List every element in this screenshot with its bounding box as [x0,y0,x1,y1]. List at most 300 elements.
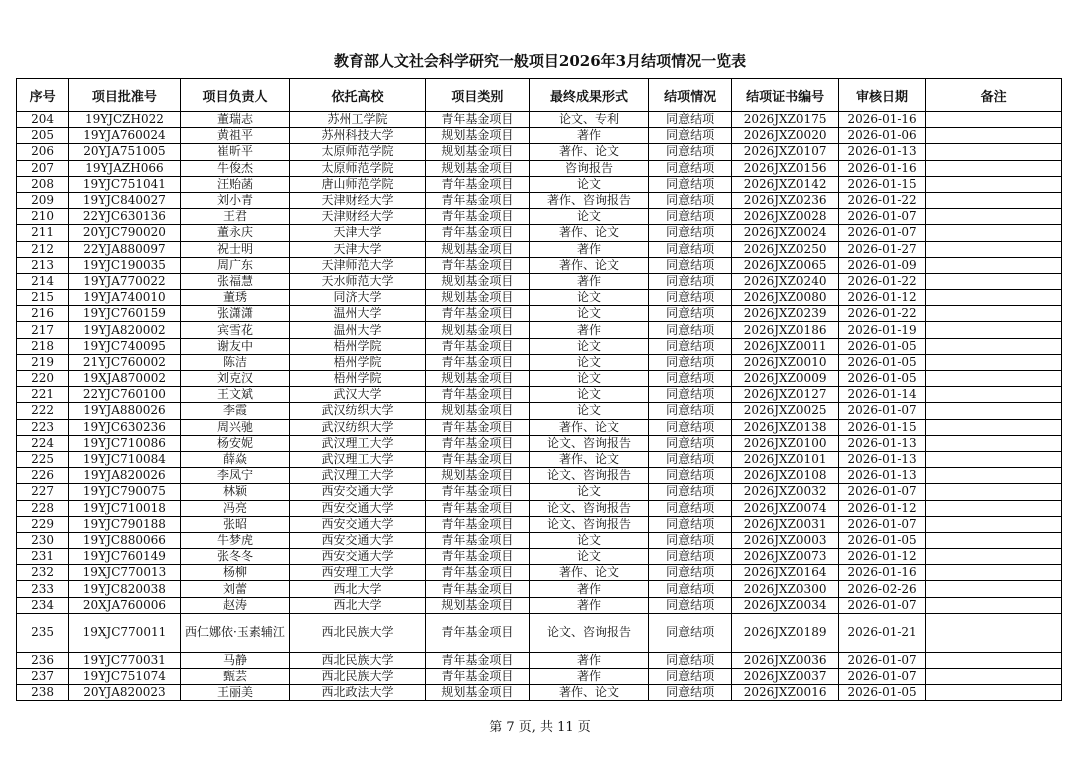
cell-status: 同意结项 [648,387,731,403]
cell-remarks [926,387,1062,403]
table-row [17,500,1062,516]
cell-output-form: 著作、论文 [530,419,649,435]
cell-approval-no: 19YJA740010 [69,290,181,306]
cell-university: 武汉理工大学 [290,468,426,484]
cell-review-date: 2026-01-06 [838,128,926,144]
header-col-university: 依托高校 [290,79,426,112]
cell-university: 西安理工大学 [290,565,426,581]
cell-leader: 周兴驰 [180,419,290,435]
header-col-index: 序号 [17,79,69,112]
table-header-row [17,79,1062,112]
cell-category: 青年基金项目 [425,112,529,128]
cell-status: 同意结项 [648,652,731,668]
cell-leader: 张冬冬 [180,549,290,565]
cell-index: 225 [17,451,69,467]
cell-approval-no: 19YJA820002 [69,322,181,338]
cell-index: 207 [17,160,69,176]
table-row [17,192,1062,208]
cell-certificate-no: 2026JXZ0034 [732,597,838,613]
cell-approval-no: 19YJC710018 [69,500,181,516]
cell-status: 同意结项 [648,273,731,289]
cell-status: 同意结项 [648,597,731,613]
cell-status: 同意结项 [648,613,731,652]
cell-output-form: 论文 [530,403,649,419]
cell-university: 西安交通大学 [290,500,426,516]
cell-category: 青年基金项目 [425,581,529,597]
cell-status: 同意结项 [648,403,731,419]
cell-university: 温州大学 [290,306,426,322]
cell-review-date: 2026-01-15 [838,176,926,192]
cell-category: 规划基金项目 [425,160,529,176]
cell-status: 同意结项 [648,549,731,565]
cell-output-form: 著作、论文 [530,565,649,581]
cell-index: 224 [17,435,69,451]
cell-leader: 陈洁 [180,354,290,370]
cell-university: 天水师范大学 [290,273,426,289]
cell-approval-no: 19YJC790188 [69,516,181,532]
cell-category: 规划基金项目 [425,597,529,613]
cell-certificate-no: 2026JXZ0073 [732,549,838,565]
cell-university: 梧州学院 [290,338,426,354]
header-col-output-form: 最终成果形式 [530,79,649,112]
cell-output-form: 论文 [530,371,649,387]
cell-approval-no: 19YJC840027 [69,192,181,208]
cell-status: 同意结项 [648,581,731,597]
cell-output-form: 论文 [530,290,649,306]
cell-status: 同意结项 [648,144,731,160]
cell-remarks [926,435,1062,451]
cell-category: 青年基金项目 [425,354,529,370]
cell-university: 温州大学 [290,322,426,338]
cell-remarks [926,516,1062,532]
cell-remarks [926,176,1062,192]
cell-university: 西安交通大学 [290,549,426,565]
cell-leader: 林颖 [180,484,290,500]
cell-leader: 祝士明 [180,241,290,257]
cell-approval-no: 19YJC760149 [69,549,181,565]
cell-approval-no: 19XJA870002 [69,371,181,387]
cell-output-form: 著作 [530,128,649,144]
cell-leader: 崔昕平 [180,144,290,160]
table-row [17,257,1062,273]
cell-leader: 薛焱 [180,451,290,467]
cell-certificate-no: 2026JXZ0107 [732,144,838,160]
cell-certificate-no: 2026JXZ0003 [732,532,838,548]
cell-review-date: 2026-01-07 [838,225,926,241]
cell-remarks [926,685,1062,701]
cell-output-form: 著作、论文 [530,685,649,701]
cell-approval-no: 20YJA751005 [69,144,181,160]
cell-category: 青年基金项目 [425,419,529,435]
cell-review-date: 2026-01-13 [838,144,926,160]
cell-remarks [926,403,1062,419]
cell-certificate-no: 2026JXZ0175 [732,112,838,128]
cell-approval-no: 19YJC820038 [69,581,181,597]
cell-review-date: 2026-01-19 [838,322,926,338]
cell-remarks [926,290,1062,306]
cell-index: 220 [17,371,69,387]
table-row [17,532,1062,548]
cell-review-date: 2026-01-07 [838,403,926,419]
cell-certificate-no: 2026JXZ0037 [732,669,838,685]
cell-university: 同济大学 [290,290,426,306]
cell-review-date: 2026-01-05 [838,371,926,387]
cell-index: 234 [17,597,69,613]
cell-index: 223 [17,419,69,435]
cell-category: 规划基金项目 [425,128,529,144]
cell-output-form: 著作、论文 [530,451,649,467]
cell-status: 同意结项 [648,192,731,208]
cell-category: 青年基金项目 [425,435,529,451]
cell-university: 太原师范学院 [290,160,426,176]
cell-leader: 甄芸 [180,669,290,685]
cell-index: 232 [17,565,69,581]
cell-status: 同意结项 [648,419,731,435]
cell-index: 229 [17,516,69,532]
cell-review-date: 2026-01-07 [838,484,926,500]
cell-review-date: 2026-01-16 [838,112,926,128]
cell-leader: 刘蕾 [180,581,290,597]
cell-output-form: 论文 [530,549,649,565]
table-row [17,435,1062,451]
cell-category: 规划基金项目 [425,144,529,160]
cell-certificate-no: 2026JXZ0108 [732,468,838,484]
cell-remarks [926,128,1062,144]
cell-status: 同意结项 [648,371,731,387]
cell-leader: 李凤宁 [180,468,290,484]
cell-certificate-no: 2026JXZ0031 [732,516,838,532]
cell-remarks [926,468,1062,484]
cell-remarks [926,484,1062,500]
cell-review-date: 2026-01-16 [838,160,926,176]
cell-leader: 冯亮 [180,500,290,516]
cell-output-form: 咨询报告 [530,160,649,176]
cell-review-date: 2026-01-07 [838,669,926,685]
cell-leader: 汪贻菡 [180,176,290,192]
cell-university: 西北大学 [290,581,426,597]
cell-university: 西北民族大学 [290,652,426,668]
cell-remarks [926,209,1062,225]
cell-category: 青年基金项目 [425,613,529,652]
table-row [17,652,1062,668]
cell-output-form: 论文 [530,338,649,354]
cell-review-date: 2026-01-21 [838,613,926,652]
cell-category: 规划基金项目 [425,371,529,387]
cell-index: 204 [17,112,69,128]
cell-leader: 杨安妮 [180,435,290,451]
cell-review-date: 2026-02-26 [838,581,926,597]
cell-index: 218 [17,338,69,354]
table-row [17,565,1062,581]
cell-status: 同意结项 [648,354,731,370]
cell-output-form: 论文、咨询报告 [530,500,649,516]
cell-remarks [926,565,1062,581]
cell-review-date: 2026-01-22 [838,306,926,322]
cell-index: 210 [17,209,69,225]
cell-index: 212 [17,241,69,257]
cell-approval-no: 19YJCZH022 [69,112,181,128]
cell-remarks [926,549,1062,565]
cell-category: 青年基金项目 [425,257,529,273]
cell-index: 226 [17,468,69,484]
table-row [17,144,1062,160]
cell-leader: 刘克汉 [180,371,290,387]
cell-category: 青年基金项目 [425,306,529,322]
cell-approval-no: 22YJA880097 [69,241,181,257]
cell-remarks [926,371,1062,387]
cell-review-date: 2026-01-07 [838,516,926,532]
cell-output-form: 论文 [530,484,649,500]
cell-status: 同意结项 [648,669,731,685]
cell-review-date: 2026-01-12 [838,290,926,306]
cell-status: 同意结项 [648,160,731,176]
cell-leader: 马静 [180,652,290,668]
table-row [17,290,1062,306]
table-row [17,322,1062,338]
cell-output-form: 论文 [530,354,649,370]
cell-university: 天津大学 [290,225,426,241]
cell-approval-no: 19YJC190035 [69,257,181,273]
table-row [17,516,1062,532]
cell-index: 230 [17,532,69,548]
cell-index: 213 [17,257,69,273]
cell-output-form: 论文、咨询报告 [530,613,649,652]
cell-certificate-no: 2026JXZ0020 [732,128,838,144]
cell-review-date: 2026-01-05 [838,532,926,548]
cell-output-form: 著作 [530,322,649,338]
cell-review-date: 2026-01-13 [838,468,926,484]
cell-leader: 王丽美 [180,685,290,701]
cell-remarks [926,225,1062,241]
cell-university: 武汉理工大学 [290,451,426,467]
cell-status: 同意结项 [648,290,731,306]
cell-university: 西安交通大学 [290,532,426,548]
cell-review-date: 2026-01-27 [838,241,926,257]
cell-output-form: 著作 [530,273,649,289]
cell-university: 天津师范大学 [290,257,426,273]
cell-status: 同意结项 [648,516,731,532]
cell-index: 206 [17,144,69,160]
cell-certificate-no: 2026JXZ0011 [732,338,838,354]
table-row [17,613,1062,652]
cell-index: 205 [17,128,69,144]
cell-approval-no: 20YJC790020 [69,225,181,241]
cell-status: 同意结项 [648,338,731,354]
cell-remarks [926,112,1062,128]
cell-university: 西安交通大学 [290,484,426,500]
cell-leader: 谢友中 [180,338,290,354]
cell-review-date: 2026-01-07 [838,597,926,613]
cell-university: 武汉大学 [290,387,426,403]
header-col-leader: 项目负责人 [180,79,290,112]
cell-status: 同意结项 [648,532,731,548]
cell-index: 208 [17,176,69,192]
cell-category: 规划基金项目 [425,468,529,484]
cell-certificate-no: 2026JXZ0080 [732,290,838,306]
cell-approval-no: 19YJC760159 [69,306,181,322]
cell-status: 同意结项 [648,685,731,701]
cell-category: 规划基金项目 [425,403,529,419]
cell-certificate-no: 2026JXZ0101 [732,451,838,467]
cell-status: 同意结项 [648,484,731,500]
cell-approval-no: 19YJAZH066 [69,160,181,176]
cell-university: 天津财经大学 [290,209,426,225]
table-row [17,338,1062,354]
cell-approval-no: 19YJA880026 [69,403,181,419]
cell-status: 同意结项 [648,128,731,144]
cell-remarks [926,241,1062,257]
cell-remarks [926,581,1062,597]
cell-output-form: 论文、咨询报告 [530,435,649,451]
cell-remarks [926,160,1062,176]
cell-review-date: 2026-01-05 [838,354,926,370]
cell-category: 青年基金项目 [425,565,529,581]
cell-index: 228 [17,500,69,516]
cell-certificate-no: 2026JXZ0024 [732,225,838,241]
cell-status: 同意结项 [648,451,731,467]
cell-index: 233 [17,581,69,597]
cell-output-form: 论文 [530,387,649,403]
cell-status: 同意结项 [648,500,731,516]
table-row [17,225,1062,241]
cell-certificate-no: 2026JXZ0036 [732,652,838,668]
cell-category: 青年基金项目 [425,652,529,668]
cell-index: 214 [17,273,69,289]
table-row [17,306,1062,322]
cell-category: 规划基金项目 [425,241,529,257]
cell-leader: 宾雪花 [180,322,290,338]
table-row [17,387,1062,403]
cell-approval-no: 20XJA760006 [69,597,181,613]
cell-output-form: 论文 [530,209,649,225]
cell-index: 221 [17,387,69,403]
cell-approval-no: 21YJC760002 [69,354,181,370]
cell-status: 同意结项 [648,257,731,273]
header-col-category: 项目类别 [425,79,529,112]
cell-university: 苏州工学院 [290,112,426,128]
cell-output-form: 著作 [530,652,649,668]
table-row [17,273,1062,289]
cell-index: 237 [17,669,69,685]
cell-remarks [926,192,1062,208]
cell-category: 规划基金项目 [425,685,529,701]
cell-remarks [926,613,1062,652]
cell-review-date: 2026-01-16 [838,565,926,581]
cell-remarks [926,322,1062,338]
page-footer: 第 7 页, 共 11 页 [489,720,591,735]
table-row [17,669,1062,685]
cell-category: 青年基金项目 [425,532,529,548]
cell-index: 209 [17,192,69,208]
cell-leader: 牛梦虎 [180,532,290,548]
cell-certificate-no: 2026JXZ0028 [732,209,838,225]
cell-status: 同意结项 [648,435,731,451]
cell-category: 青年基金项目 [425,338,529,354]
table-row [17,128,1062,144]
cell-leader: 周广东 [180,257,290,273]
cell-output-form: 著作 [530,597,649,613]
table-row [17,451,1062,467]
cell-index: 236 [17,652,69,668]
cell-remarks [926,597,1062,613]
cell-university: 天津大学 [290,241,426,257]
table-row [17,484,1062,500]
project-table [16,78,1062,701]
cell-leader: 黄祖平 [180,128,290,144]
cell-approval-no: 19YJC751041 [69,176,181,192]
cell-certificate-no: 2026JXZ0142 [732,176,838,192]
cell-certificate-no: 2026JXZ0009 [732,371,838,387]
cell-certificate-no: 2026JXZ0032 [732,484,838,500]
cell-output-form: 著作、论文 [530,257,649,273]
cell-status: 同意结项 [648,306,731,322]
cell-category: 青年基金项目 [425,176,529,192]
cell-output-form: 著作、咨询报告 [530,192,649,208]
cell-remarks [926,532,1062,548]
cell-leader: 董永庆 [180,225,290,241]
header-col-certificate-no: 结项证书编号 [732,79,838,112]
header-col-approval-no: 项目批准号 [69,79,181,112]
cell-university: 梧州学院 [290,371,426,387]
cell-category: 青年基金项目 [425,516,529,532]
cell-review-date: 2026-01-07 [838,209,926,225]
cell-university: 西北政法大学 [290,685,426,701]
document-title: 教育部人文社会科学研究一般项目2026年3月结项情况一览表 [333,52,747,70]
cell-leader: 张昭 [180,516,290,532]
table-row [17,468,1062,484]
cell-leader: 刘小青 [180,192,290,208]
cell-review-date: 2026-01-07 [838,652,926,668]
cell-category: 青年基金项目 [425,192,529,208]
cell-category: 青年基金项目 [425,484,529,500]
header-col-remarks: 备注 [926,79,1062,112]
cell-approval-no: 19YJA820026 [69,468,181,484]
cell-index: 219 [17,354,69,370]
cell-review-date: 2026-01-14 [838,387,926,403]
cell-remarks [926,419,1062,435]
cell-approval-no: 19YJA770022 [69,273,181,289]
cell-output-form: 论文、咨询报告 [530,516,649,532]
table-row [17,354,1062,370]
cell-remarks [926,306,1062,322]
cell-university: 武汉纺织大学 [290,403,426,419]
cell-university: 西北大学 [290,597,426,613]
cell-university: 梧州学院 [290,354,426,370]
cell-approval-no: 19YJC710084 [69,451,181,467]
cell-approval-no: 19YJC740095 [69,338,181,354]
cell-approval-no: 19XJC770011 [69,613,181,652]
cell-review-date: 2026-01-05 [838,685,926,701]
cell-remarks [926,451,1062,467]
cell-status: 同意结项 [648,565,731,581]
cell-remarks [926,144,1062,160]
table-body [17,112,1062,701]
cell-index: 238 [17,685,69,701]
cell-university: 唐山师范学院 [290,176,426,192]
cell-leader: 董瑞志 [180,112,290,128]
cell-university: 西北民族大学 [290,613,426,652]
cell-output-form: 著作 [530,581,649,597]
cell-output-form: 论文 [530,306,649,322]
cell-index: 211 [17,225,69,241]
cell-review-date: 2026-01-22 [838,192,926,208]
cell-review-date: 2026-01-15 [838,419,926,435]
table-row [17,371,1062,387]
cell-output-form: 论文、咨询报告 [530,468,649,484]
cell-status: 同意结项 [648,225,731,241]
cell-university: 天津财经大学 [290,192,426,208]
cell-certificate-no: 2026JXZ0236 [732,192,838,208]
